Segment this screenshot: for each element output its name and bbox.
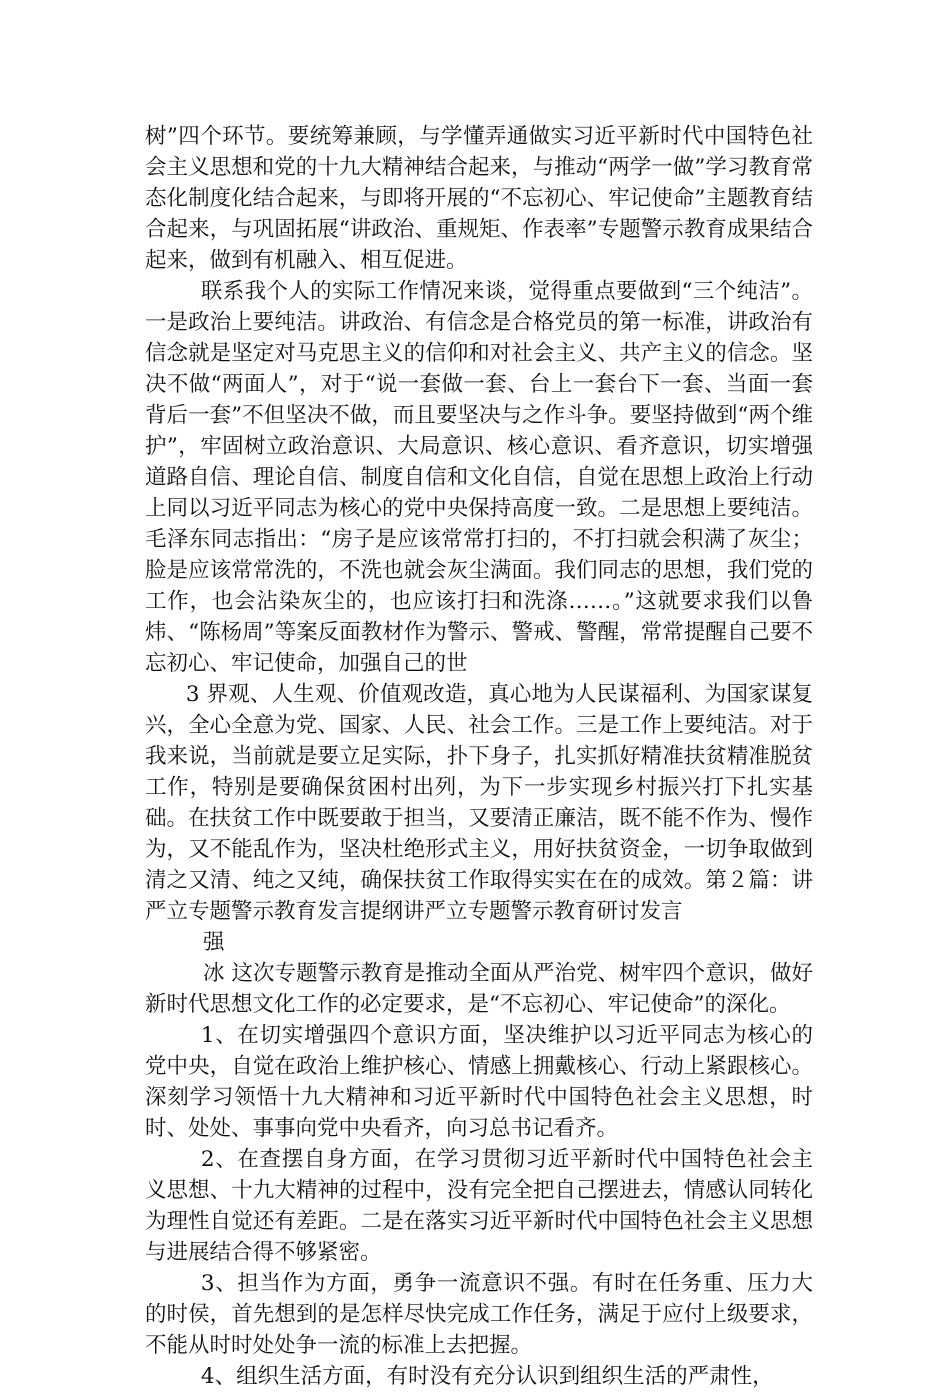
paragraph-point-3: 3、担当作为方面，勇争一流意识不强。有时在任务重、压力大的时侯，首先想到的是怎样尽快完成工作任务，满足于应付上级要求，不能从时时处处争一流的标准上去把握。 <box>145 1271 813 1358</box>
paragraph-point-1: 1、在切实增强四个意识方面，坚决维护以习近平同志为核心的党中央，自觉在政治上维护核心、情感上拥戴核心、行动上紧跟核心。深刻学习领悟十九大精神和习近平新时代中国特色社会主义思想，时时、处处、事事向党中央看齐，向习总书记看齐。 <box>145 1023 813 1141</box>
paragraph-intro: 冰 这次专题警示教育是推动全面从严治党、树牢四个意识，做好新时代思想文化工作的必定要求，是“不忘初心、牢记使命”的深化。 <box>145 961 813 1017</box>
paragraph-point-2: 2、在查摆自身方面，在学习贯彻习近平新时代中国特色社会主义思想、十九大精神的过程中，没有完全把自己摆进去，情感认同转化为理性自觉还有差距。二是在落实习近平新时代中国特色社会主义思想与进展结合得不够紧密。 <box>145 1147 813 1265</box>
paragraph-point-4: 4、组织生活方面，有时没有充分认识到组织生活的严肃性， <box>200 1364 774 1389</box>
document-body <box>145 121 813 1392</box>
author-name-first: 强 <box>203 930 225 955</box>
paragraph-worldview: 3 界观、人生观、价值观改造，真心地为人民谋福利、为国家谋复兴，全心全意为党、国家、人民、社会工作。三是工作上要纯洁。对于我来说，当前就是要立足实际，扑下身子，扎实抓好精准扶贫精准脱贫工作，特别是要确保贫困村出列，为下一步实现乡村振兴打下扎实基础。在扶贫工作中既要敢于担当，又要清正廉洁，既不能不作为、慢作为，又不能乱作为，坚决杜绝形式主义，用好扶贫资金，一切争取做到清之又清、纯之又纯，确保扶贫工作取得实实在在的成效。第２篇：讲严立专题警示教育发言提纲讲严立专题警示教育研讨发言 <box>145 682 813 924</box>
paragraph-three-purities: 联系我个人的实际工作情况来谈，觉得重点要做到“三个纯洁”。一是政治上要纯洁。讲政治、有信念是合格党员的第一标准，讲政治有信念就是坚定对马克思主义的信仰和对社会主义、共产主义的信念。坚决不做“两面人”，对于“说一套做一套、台上一套台下一套、当面一套背后一套”不但坚决不做，而且要坚决与之作斗争。要坚持做到“两个维护”，牢固树立政治意识、大局意识、核心意识、看齐意识，切实增强道路自信、理论自信、制度自信和文化自信，自觉在思想上政治上行动上同以习近平同志为核心的党中央保持高度一致。二是思想上要纯洁。毛泽东同志指出：“房子是应该常常打扫的，不打扫就会积满了灰尘；脸是应该常常洗的，不洗也就会灰尘满面。我们同志的思想，我们党的工作，也会沾染灰尘的，也应该打扫和洗涤……。”这就要求我们以鲁炜、“陈杨周”等案反面教材作为警示、警戒、警醒，常常提醒自己要不忘初心、牢记使命，加强自己的世 <box>145 279 813 676</box>
paragraph-continuation: 树”四个环节。要统筹兼顾，与学懂弄通做实习近平新时代中国特色社会主义思想和党的十九大精神结合起来，与推动“两学一做”学习教育常态化制度化结合起来，与即将开展的“不忘初心、牢记使命”主题教育结合起来，与巩固拓展“讲政治、重规矩、作表率”专题警示教育成果结合起来，做到有机融入、相互促进。 <box>145 124 813 273</box>
